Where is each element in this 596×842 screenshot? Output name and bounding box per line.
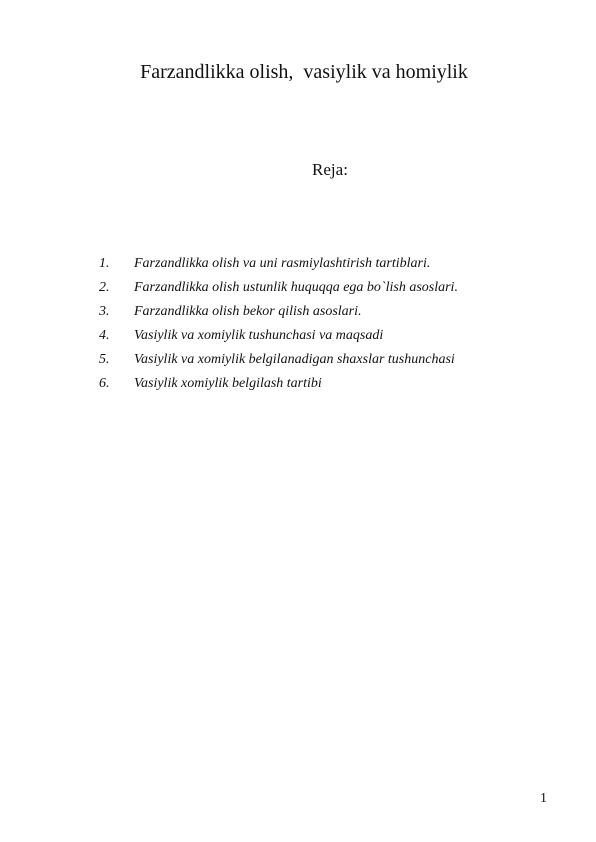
plan-item-3 — [99, 300, 559, 324]
plan-item-number: 5. — [99, 352, 110, 367]
plan-item-text: Farzandlikka olish va uni rasmiylashtirish tartiblari. — [134, 256, 431, 271]
plan-item-number: 2. — [99, 280, 110, 295]
plan-item-number: 1. — [99, 256, 110, 271]
plan-item-text: Farzandlikka olish ustunlik huquqqa ega bo`lish asoslari. — [134, 280, 458, 295]
plan-item-1 — [99, 252, 559, 276]
plan-item-number: 6. — [99, 376, 110, 391]
plan-item-text: Farzandlikka olish bekor qilish asoslari. — [134, 304, 362, 319]
plan-item-text: Vasiylik va xomiylik tushunchasi va maqsadi — [134, 328, 384, 343]
page-number: 1 — [540, 791, 547, 806]
plan-heading: Reja: — [312, 160, 348, 179]
plan-item-5 — [99, 348, 559, 372]
plan-item-4 — [99, 324, 559, 348]
document-title: Farzandlikka olish, vasiylik va homiylik — [140, 61, 468, 83]
plan-item-6 — [99, 372, 559, 396]
plan-list — [99, 252, 559, 396]
plan-item-text: Vasiylik va xomiylik belgilanadigan shaxslar tushunchasi — [134, 352, 455, 367]
plan-item-number: 3. — [99, 304, 110, 319]
plan-item-number: 4. — [99, 328, 110, 343]
plan-item-text: Vasiylik xomiylik belgilash tartibi — [134, 376, 322, 391]
plan-item-2 — [99, 276, 559, 300]
